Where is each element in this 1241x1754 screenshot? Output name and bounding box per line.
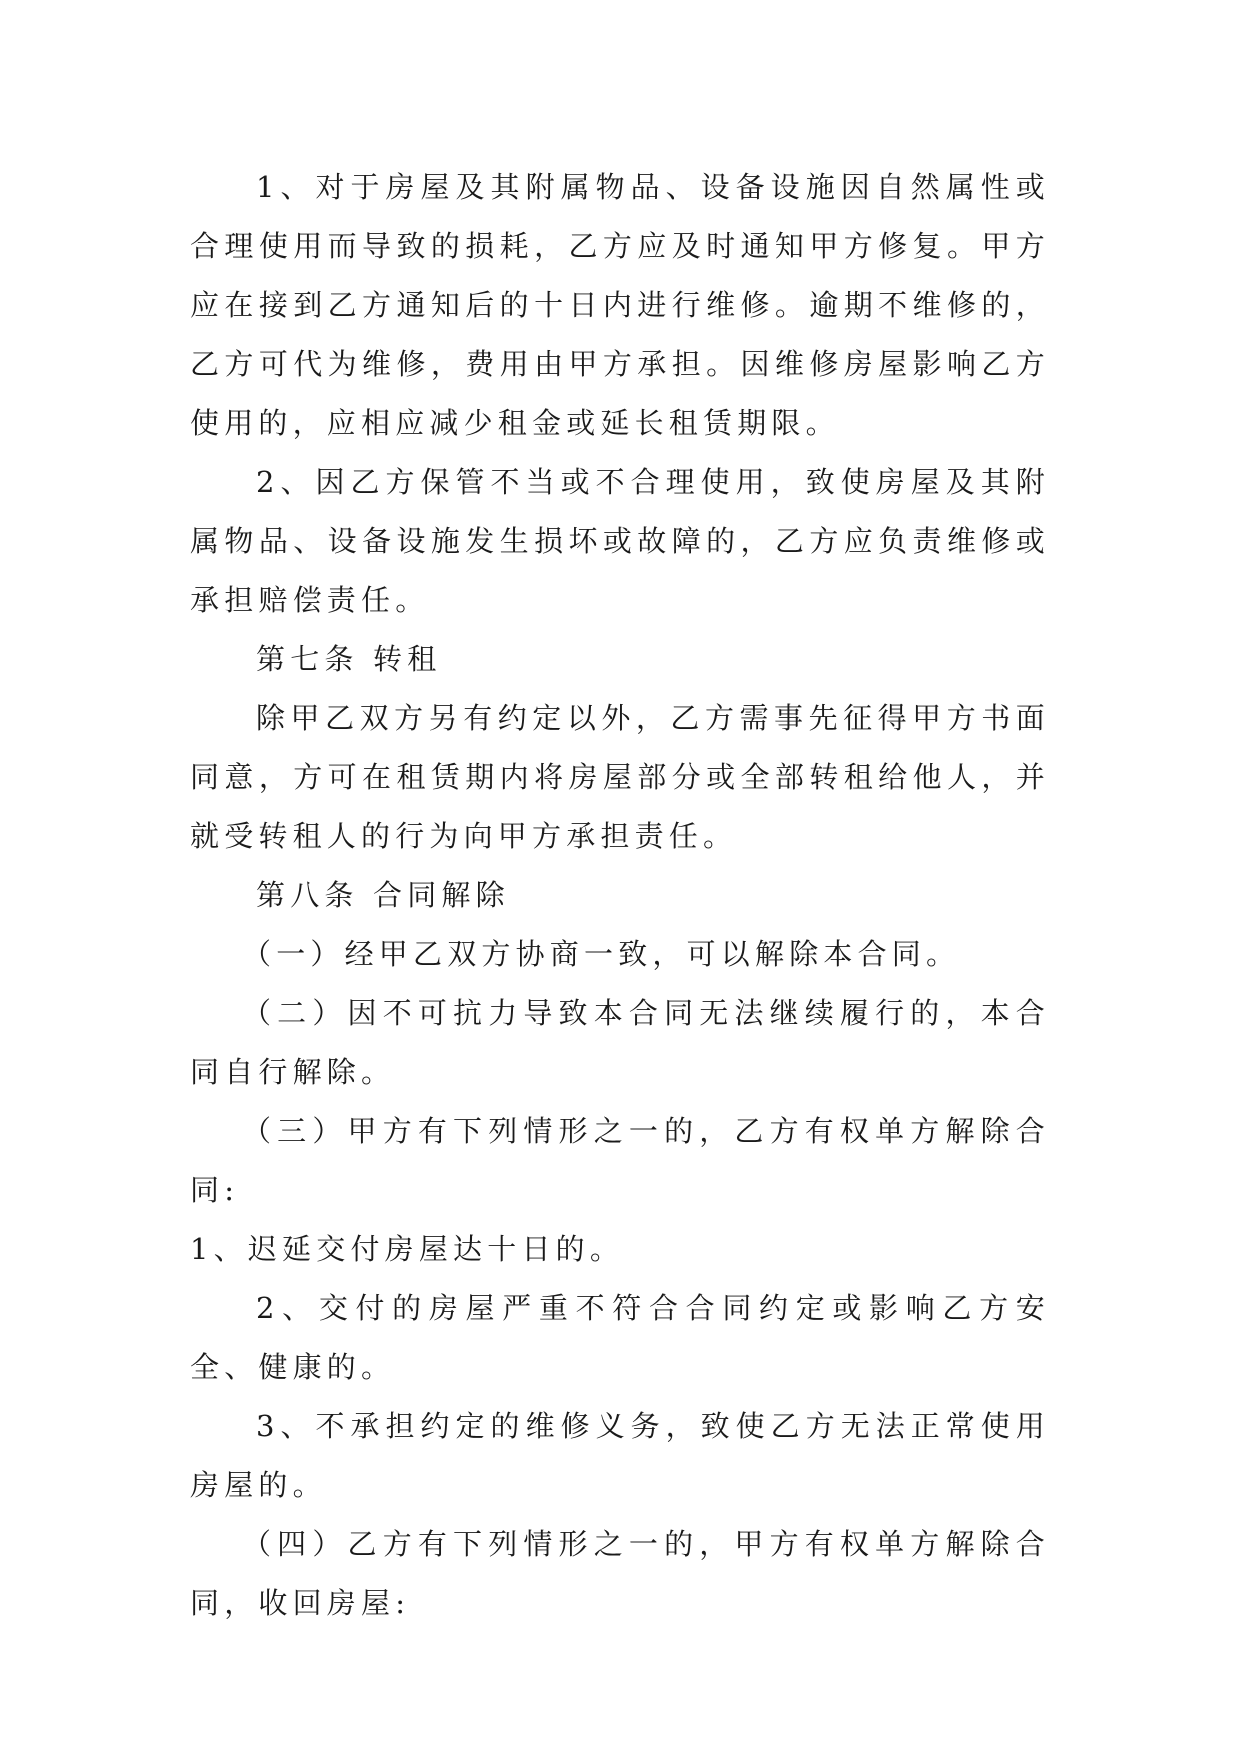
paragraph-termination-2: （二）因不可抗力导致本合同无法继续履行的，本合同自行解除。 [190,996,1050,1089]
paragraph-repair-wear: 1、对于房屋及其附属物品、设备设施因自然属性或合理使用而导致的损耗，乙方应及时通知甲方修复。甲方应在接到乙方通知后的十日内进行维修。逾期不维修的，乙方可代为维修，费用由甲方承担。因维修房屋影响乙方使用的，应相应减少租金或延长租赁期限。 [190,170,1050,440]
paragraph-termination-3: （三）甲方有下列情形之一的，乙方有权单方解除合同: [190,1114,1050,1207]
list-item-delay: 1、迟延交付房屋达十日的。 [190,1232,625,1266]
paragraph-sublease-terms: 除甲乙双方另有约定以外，乙方需事先征得甲方书面同意，方可在租赁期内将房屋部分或全部转租给他人，并就受转租人的行为向甲方承担责任。 [190,701,1050,853]
list-item-nonconforming: 2、交付的房屋严重不符合合同约定或影响乙方安全、健康的。 [190,1291,1050,1384]
paragraph-tenant-damage: 2、因乙方保管不当或不合理使用，致使房屋及其附属物品、设备设施发生损坏或故障的，乙方应负责维修或承担赔偿责任。 [190,465,1050,617]
document-body [190,158,1050,1633]
heading-article-8-termination: 第八条 合同解除 [256,878,510,912]
list-item-no-repair: 3、不承担约定的维修义务，致使乙方无法正常使用房屋的。 [190,1409,1050,1502]
paragraph-termination-1: （一）经甲乙双方协商一致，可以解除本合同。 [242,937,961,971]
paragraph-termination-4: （四）乙方有下列情形之一的，甲方有权单方解除合同，收回房屋: [190,1527,1050,1620]
heading-article-7-sublease: 第七条 转租 [256,642,442,676]
